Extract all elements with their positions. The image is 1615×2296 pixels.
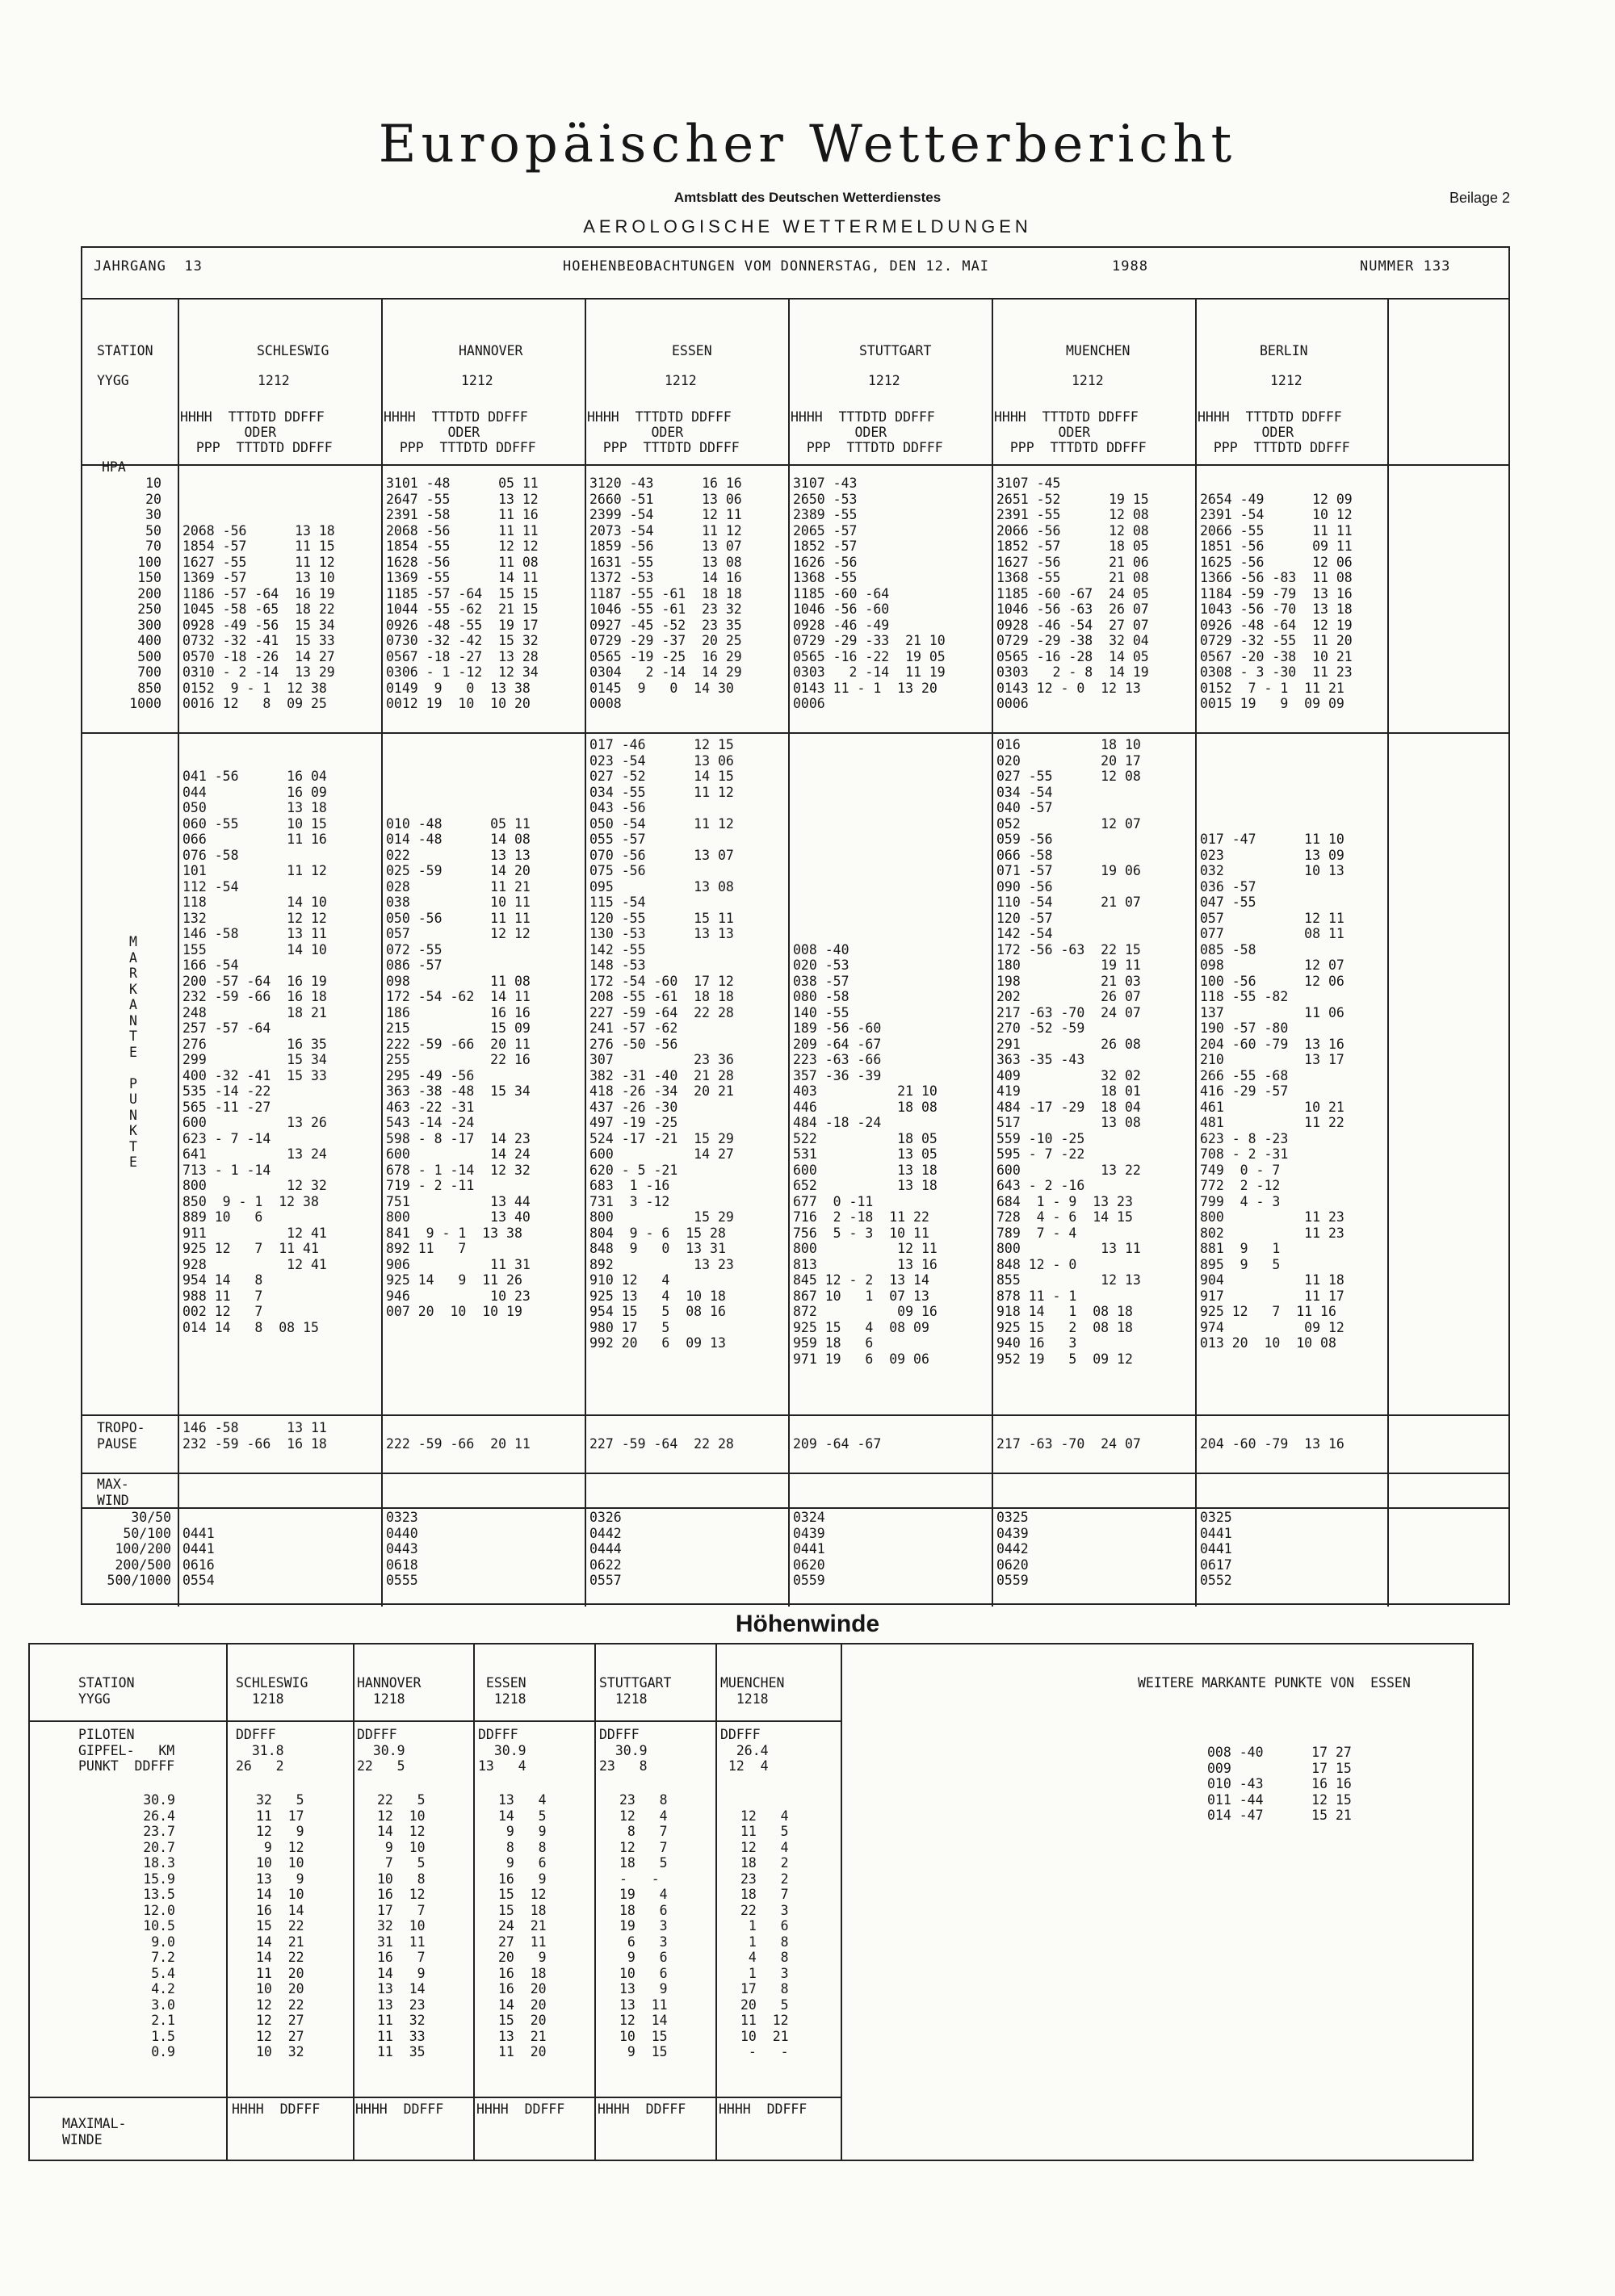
column-header: HHHH TTTDTD DDFFF xyxy=(180,409,325,425)
shear-data-muenchen: 0325 0439 0442 0620 0559 xyxy=(996,1510,1029,1588)
hpa-label: HPA xyxy=(102,459,126,475)
column-divider xyxy=(1387,298,1389,1607)
hw-station-essen: ESSEN 1218 xyxy=(485,1675,526,1707)
station-row-label: STATION xyxy=(97,343,153,358)
section-title: AEROLOGISCHE WETTERMELDUNGEN xyxy=(583,216,1032,237)
tropo-data-schleswig: 146 -58 13 11 232 -59 -66 16 18 xyxy=(182,1420,327,1452)
hw-station-stuttgart: STUTTGART 1218 xyxy=(599,1675,672,1707)
maxwind-label: MAX- WIND xyxy=(97,1477,129,1508)
column-header: PPP TTTDTD DDFFF xyxy=(180,440,333,455)
station-berlin: BERLIN xyxy=(1260,343,1308,358)
winds-stuttgart: 23 8 12 4 8 7 12 7 18 5 - - 19 4 18 6 19 3 6 3 9 6 10 6 13 9 13 11 12 14 10 15 9 15 xyxy=(619,1792,668,2059)
markante-data-muenchen: 016 18 10 020 20 17 027 -55 12 08 034 -54 040 -57 052 12 07 059 -56 066 -58 071 -57 19 06 090 -56 110 -54 21 07 120 -57 142 -54 172 -56 -63 22 15 180 19 11 198 21 03 202 26 07 217 -63 -70 24 07 270 -52 -59 291 26 08 363 -35 -43 409 32 02 419 18 01 484 -17 -29 18 04 517 13 08 559 -10 -25 595 - 7 -22 600 13 22 643 - 2 -16 684 1 - 9 13 23 728 4 - 6 14 15 789 7 - 4 800 13 11 848 12 - 0 855 12 13 878 11 - 1 918 14 1 08 18 925 15 2 08 18 940 16 3 952 19 5 09 12 xyxy=(996,737,1141,1367)
winds-essen: 13 4 14 5 9 9 8 8 9 6 16 9 15 12 15 18 24 21 27 11 20 9 16 18 16 20 14 20 15 20 13 21 11 20 xyxy=(498,1792,547,2059)
rule xyxy=(82,1414,1508,1416)
hpa-data-hannover: 3101 -48 05 11 2647 -55 13 12 2391 -58 11 16 2068 -56 11 11 1854 -55 12 12 1628 -56 11 08 1369 -55 14 11 1185 -57 -64 15 15 1044 -55 -62 21 15 0926 -48 -55 19 17 0730 -32 -42 15 32 0567 -18 -27 13 28 0306 - 1 -12 12 34 0149 9 0 13 38 0012 19 10 10 20 xyxy=(386,476,539,711)
time-essen: 1212 xyxy=(665,373,697,388)
column-header: ODER xyxy=(791,425,887,440)
number-label: NUMMER 133 xyxy=(1360,258,1451,274)
winds-hannover: 22 5 12 10 14 12 9 10 7 5 10 8 16 12 17 7 32 10 31 11 16 7 14 9 13 14 13 23 11 32 11 33 11 35 xyxy=(377,1792,426,2059)
time-stuttgart: 1212 xyxy=(868,373,900,388)
column-header: ODER xyxy=(994,425,1091,440)
column-divider xyxy=(381,298,383,1607)
piloten-stuttgart: DDFFF 30.9 23 8 xyxy=(599,1727,648,1774)
aerological-table xyxy=(81,246,1510,1605)
station-schleswig: SCHLESWIG xyxy=(257,343,329,358)
report-subtitle: Amtsblatt des Deutschen Wetterdienstes xyxy=(673,190,942,205)
rule xyxy=(82,1507,1508,1509)
column-header: PPP TTTDTD DDFFF xyxy=(1198,440,1350,455)
hw-station-muenchen: MUENCHEN 1218 xyxy=(720,1675,785,1707)
tropo-data-berlin: 204 -60 -79 13 16 xyxy=(1200,1435,1344,1452)
tropo-data-hannover: 222 -59 -66 20 11 xyxy=(386,1435,531,1452)
tropo-data-essen: 227 -59 -64 22 28 xyxy=(589,1435,734,1452)
maxwind-header: HHHH DDFFF xyxy=(355,2101,444,2117)
time-berlin: 1212 xyxy=(1270,373,1302,388)
winds-muenchen: 12 4 11 5 12 4 18 2 23 2 18 7 22 3 1 6 1 8 4 8 1 3 17 8 20 5 11 12 10 21 - - xyxy=(740,1808,789,2059)
rule xyxy=(30,2097,842,2098)
rule xyxy=(82,1473,1508,1474)
shear-data-schleswig: 0441 0441 0616 0554 xyxy=(182,1525,215,1588)
weitere-punkte-data: 008 -40 17 27 009 17 15 010 -43 16 16 011 -44 12 15 014 -47 15 21 xyxy=(1207,1745,1352,1823)
markante-data-hannover: 010 -48 05 11 014 -48 14 08 022 13 13 025 -59 14 20 028 11 21 038 10 11 050 -56 11 11 057 12 12 072 -55 086 -57 098 11 08 172 -54 -62 14 11 186 16 16 215 15 09 222 -59 -66 20 11 255 22 16 295 -49 -56 363 -38 -48 15 34 463 -22 -31 543 -14 -24 598 - 8 -17 14 23 600 14 24 678 - 1 -14 12 32 719 - 2 -11 751 13 44 800 13 40 841 9 - 1 13 38 892 11 7 906 11 31 925 14 9 11 26 946 10 23 007 20 10 10 19 xyxy=(386,815,531,1319)
column-header: PPP TTTDTD DDFFF xyxy=(384,440,536,455)
column-divider xyxy=(788,298,790,1607)
height-levels-km: 30.9 26.4 23.7 20.7 18.3 15.9 13.5 12.0 10.5 9.0 7.2 5.4 4.2 3.0 2.1 1.5 0.9 xyxy=(143,1792,175,2059)
tropo-data-stuttgart: 209 -64 -67 xyxy=(793,1435,882,1452)
winds-schleswig: 32 5 11 17 12 9 9 12 10 10 13 9 14 10 16 14 15 22 14 21 14 22 11 20 10 20 12 22 12 27 12 27 10 32 xyxy=(256,1792,304,2059)
hpa-data-muenchen: 3107 -45 2651 -52 19 15 2391 -55 12 08 2066 -56 12 08 1852 -57 18 05 1627 -56 21 06 1368 -55 21 08 1185 -60 -67 24 05 1046 -56 -63 26 07 0928 -46 -54 27 07 0729 -29 -38 32 04 0565 -16 -28 14 05 0303 2 - 8 14 19 0143 12 - 0 12 13 0006 xyxy=(996,476,1149,711)
column-header: PPP TTTDTD DDFFF xyxy=(994,440,1147,455)
jahrgang-label: JAHRGANG 13 xyxy=(94,258,203,274)
column-header: ODER xyxy=(587,425,684,440)
observation-label: HOEHENBEOBACHTUNGEN VOM DONNERSTAG, DEN 12. MAI xyxy=(563,258,990,274)
hoehenwinde-table xyxy=(28,1643,1474,2161)
markante-data-schleswig: 041 -56 16 04 044 16 09 050 13 18 060 -55 10 15 066 11 16 076 -58 101 11 12 112 -54 118 14 10 132 12 12 146 -58 13 11 155 14 10 166 -54 200 -57 -64 16 19 232 -59 -66 16 18 248 18 21 257 -57 -64 276 16 35 299 15 34 400 -32 -41 15 33 535 -14 -22 565 -11 -27 600 13 26 623 - 7 -14 641 13 24 713 - 1 -14 800 12 32 850 9 - 1 12 38 889 10 6 911 12 41 925 12 7 11 41 928 12 41 954 14 8 988 11 7 002 12 7 014 14 8 08 15 xyxy=(182,769,327,1335)
maxwind-header: HHHH DDFFF xyxy=(598,2101,686,2117)
shear-data-berlin: 0325 0441 0441 0617 0552 xyxy=(1200,1510,1232,1588)
report-title: Europäischer Wetterbericht xyxy=(378,115,1237,174)
piloten-schleswig: DDFFF 31.8 26 2 xyxy=(236,1727,284,1774)
hpa-data-stuttgart: 3107 -43 2650 -53 2389 -55 2065 -57 1852 -57 1626 -56 1368 -55 1185 -60 -64 1046 -56 -60 0928 -46 -49 0729 -29 -33 21 10 0565 -16 -22 19 05 0303 2 -14 11 19 0143 11 - 1 13 20 0006 xyxy=(793,476,946,711)
column-header: PPP TTTDTD DDFFF xyxy=(587,440,740,455)
column-header: HHHH TTTDTD DDFFF xyxy=(791,409,935,425)
hw-station-hannover: HANNOVER 1218 xyxy=(357,1675,422,1707)
time-muenchen: 1212 xyxy=(1072,373,1104,388)
beilage-label: Beilage 2 xyxy=(1449,190,1511,206)
rule xyxy=(82,298,1508,300)
station-stuttgart: STUTTGART xyxy=(859,343,932,358)
piloten-label: PILOTEN GIPFEL- KM PUNKT DDFFF xyxy=(78,1727,175,1774)
hpa-data-schleswig: 2068 -56 13 18 1854 -57 11 15 1627 -55 11 12 1369 -57 13 10 1186 -57 -64 16 19 1045 -58 -65 18 22 0928 -49 -56 15 34 0732 -32 -41 15 33 0570 -18 -26 14 27 0310 - 2 -14 13 29 0152 9 - 1 12 38 0016 12 8 09 25 xyxy=(182,522,335,711)
station-hannover: HANNOVER xyxy=(459,343,523,358)
column-header: ODER xyxy=(384,425,480,440)
column-divider xyxy=(585,298,586,1607)
piloten-essen: DDFFF 30.9 13 4 xyxy=(478,1727,526,1774)
rule xyxy=(82,464,1508,466)
hw-station-schleswig: SCHLESWIG 1218 xyxy=(236,1675,308,1707)
year-label: 1988 xyxy=(1112,258,1148,274)
hpa-data-essen: 3120 -43 16 16 2660 -51 13 06 2399 -54 12 11 2073 -54 11 12 1859 -56 13 07 1631 -55 13 08 1372 -53 14 16 1187 -55 -61 18 18 1046 -55 -61 23 32 0927 -45 -52 23 35 0729 -29 -37 20 25 0565 -19 -25 16 29 0304 2 -14 14 29 0145 9 0 14 30 0008 xyxy=(589,476,742,711)
column-divider xyxy=(178,298,179,1607)
hpa-data-berlin: 2654 -49 12 09 2391 -54 10 12 2066 -55 11 11 1851 -56 09 11 1625 -56 12 06 1366 -56 -83 11 08 1184 -59 -79 13 16 1043 -56 -70 13 18 0926 -48 -64 12 19 0729 -32 -55 11 20 0567 -20 -38 10 21 0308 - 3 -30 11 23 0152 7 - 1 11 21 0015 19 9 09 09 xyxy=(1200,491,1353,711)
maxwind-header: HHHH DDFFF xyxy=(719,2101,808,2117)
column-header: PPP TTTDTD DDFFF xyxy=(791,440,943,455)
piloten-muenchen: DDFFF 26.4 12 4 xyxy=(720,1727,769,1774)
shear-data-hannover: 0323 0440 0443 0618 0555 xyxy=(386,1510,418,1588)
station-essen: ESSEN xyxy=(672,343,712,358)
rule xyxy=(30,1720,842,1722)
column-header: ODER xyxy=(180,425,277,440)
maxwind-header: HHHH DDFFF xyxy=(476,2101,565,2117)
maximal-winde-label: MAXIMAL- WINDE xyxy=(62,2116,127,2147)
station-row-label: STATION YYGG xyxy=(78,1675,135,1707)
column-header: HHHH TTTDTD DDFFF xyxy=(384,409,528,425)
markante-punkte-label: M A R K A N T E P U N K T E xyxy=(129,934,137,1170)
shear-layer-labels: 30/50 50/100 100/200 200/500 500/1000 xyxy=(107,1510,171,1588)
column-divider xyxy=(992,298,993,1607)
piloten-hannover: DDFFF 30.9 22 5 xyxy=(357,1727,405,1774)
time-hannover: 1212 xyxy=(461,373,493,388)
weitere-punkte-title: WEITERE MARKANTE PUNKTE VON ESSEN xyxy=(1138,1675,1411,1691)
yygg-row-label: YYGG xyxy=(97,373,129,388)
pressure-levels: 10 20 30 50 70 100 150 200 250 300 400 500 700 850 1000 xyxy=(129,476,162,711)
markante-data-stuttgart: 008 -40 020 -53 038 -57 080 -58 140 -55 189 -56 -60 209 -64 -67 223 -63 -66 357 -36 -39 403 21 10 446 18 08 484 -18 -24 522 18 05 531 13 05 600 13 18 652 13 18 677 0 -11 716 2 -18 11 22 756 5 - 3 10 11 800 12 11 813 13 16 845 12 - 2 13 14 867 10 1 07 13 872 09 16 925 15 4 08 09 959 18 6 971 19 6 09 06 xyxy=(793,941,938,1367)
markante-data-essen: 017 -46 12 15 023 -54 13 06 027 -52 14 15 034 -55 11 12 043 -56 050 -54 11 12 055 -57 070 -56 13 07 075 -56 095 13 08 115 -54 120 -55 15 11 130 -53 13 13 142 -55 148 -53 172 -54 -60 17 12 208 -55 -61 18 18 227 -59 -64 22 28 241 -57 -62 276 -50 -56 307 23 36 382 -31 -40 21 28 418 -26 -34 20 21 437 -26 -30 497 -19 -25 524 -17 -21 15 29 600 14 27 620 - 5 -21 683 1 -16 731 3 -12 800 15 29 804 9 - 6 15 28 848 9 0 13 31 892 13 23 910 12 4 925 13 4 10 18 954 15 5 08 16 980 17 5 992 20 6 09 13 xyxy=(589,737,734,1351)
tropo-data-muenchen: 217 -63 -70 24 07 xyxy=(996,1435,1141,1452)
column-divider xyxy=(1195,298,1197,1607)
station-muenchen: MUENCHEN xyxy=(1066,343,1130,358)
tropopause-label: TROPO- PAUSE xyxy=(97,1420,145,1452)
hoehenwinde-title: Höhenwinde xyxy=(735,1611,880,1637)
column-header: HHHH TTTDTD DDFFF xyxy=(587,409,732,425)
rule xyxy=(82,732,1508,734)
time-schleswig: 1212 xyxy=(258,373,290,388)
column-header: ODER xyxy=(1198,425,1294,440)
shear-data-essen: 0326 0442 0444 0622 0557 xyxy=(589,1510,622,1588)
column-header: HHHH TTTDTD DDFFF xyxy=(994,409,1139,425)
markante-data-berlin: 017 -47 11 10 023 13 09 032 10 13 036 -57 047 -55 057 12 11 077 08 11 085 -58 098 12 07 100 -56 12 06 118 -55 -82 137 11 06 190 -57 -80 204 -60 -79 13 16 210 13 17 266 -55 -68 416 -29 -57 461 10 21 481 11 22 623 - 8 -23 708 - 2 -31 749 0 - 7 772 2 -12 799 4 - 3 800 11 23 802 11 23 881 9 1 895 9 5 904 11 18 917 11 17 925 12 7 11 16 974 09 12 013 20 10 10 08 xyxy=(1200,832,1344,1351)
maxwind-header: HHHH DDFFF xyxy=(232,2101,321,2117)
shear-data-stuttgart: 0324 0439 0441 0620 0559 xyxy=(793,1510,825,1588)
column-header: HHHH TTTDTD DDFFF xyxy=(1198,409,1342,425)
